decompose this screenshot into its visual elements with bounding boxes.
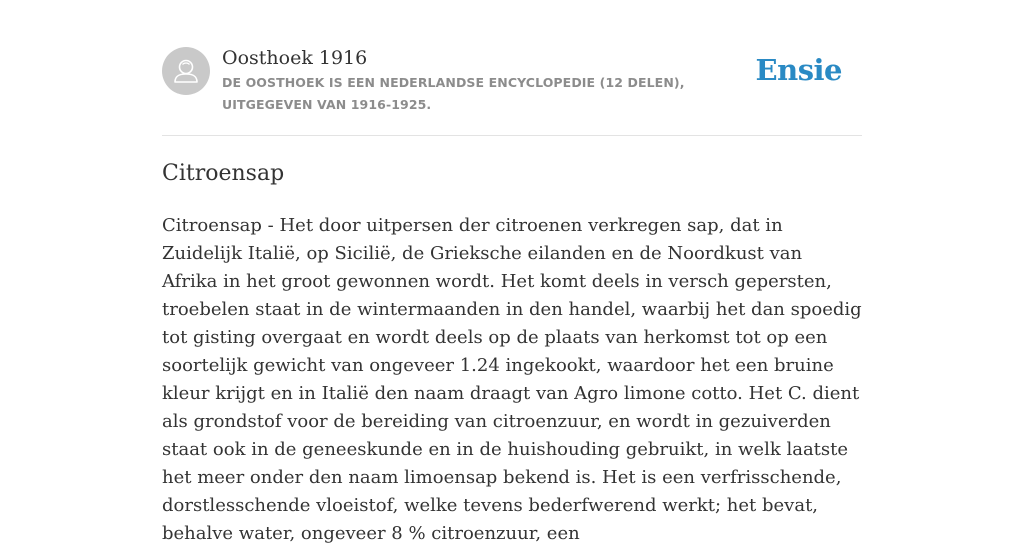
brand-logo[interactable]: Ensie [755, 53, 842, 87]
entry-title: Citroensap [162, 161, 285, 186]
source-description: DE OOSTHOEK IS EEN NEDERLANDSE ENCYCLOPEDIE (12 DELEN), UITGEGEVEN VAN 1916-1925. [222, 75, 685, 112]
user-icon [162, 47, 210, 95]
source-title[interactable]: Oosthoek 1916 [222, 47, 368, 69]
header-divider [162, 135, 862, 136]
source-header [162, 46, 862, 116]
source-avatar[interactable] [162, 47, 210, 95]
entry-body: Citroensap - Het door uitpersen der citroenen verkregen sap, dat in Zuidelijk Italië, op Sicilië, de Grieksche eilanden en de Noordkust van Afrika in het groot gewonnen wordt. Het komt deels in versch gepersten, troebelen staat in de wintermaanden in den handel, waarbij het dan spoedig tot gisting overgaat en wordt deels op de plaats van herkomst tot op een soortelijk gewicht van ongeveer 1.24 ingekookt, waardoor het een bruine kleur krijgt en in Italië den naam draagt van Agro limone cotto. Het C. dient als grondstof voor de bereiding van citroenzuur, en wordt in gezuiverden staat ook in de geneeskunde en in de huishouding gebruikt, in welk laatste het meer onder den naam limoensap bekend is. Het is een verfrisschende, dorstlesschende vloeistof, welke tevens bederfwerend werkt; het bevat, behalve water, ongeveer 8 % citroenzuur, een [162, 215, 862, 544]
